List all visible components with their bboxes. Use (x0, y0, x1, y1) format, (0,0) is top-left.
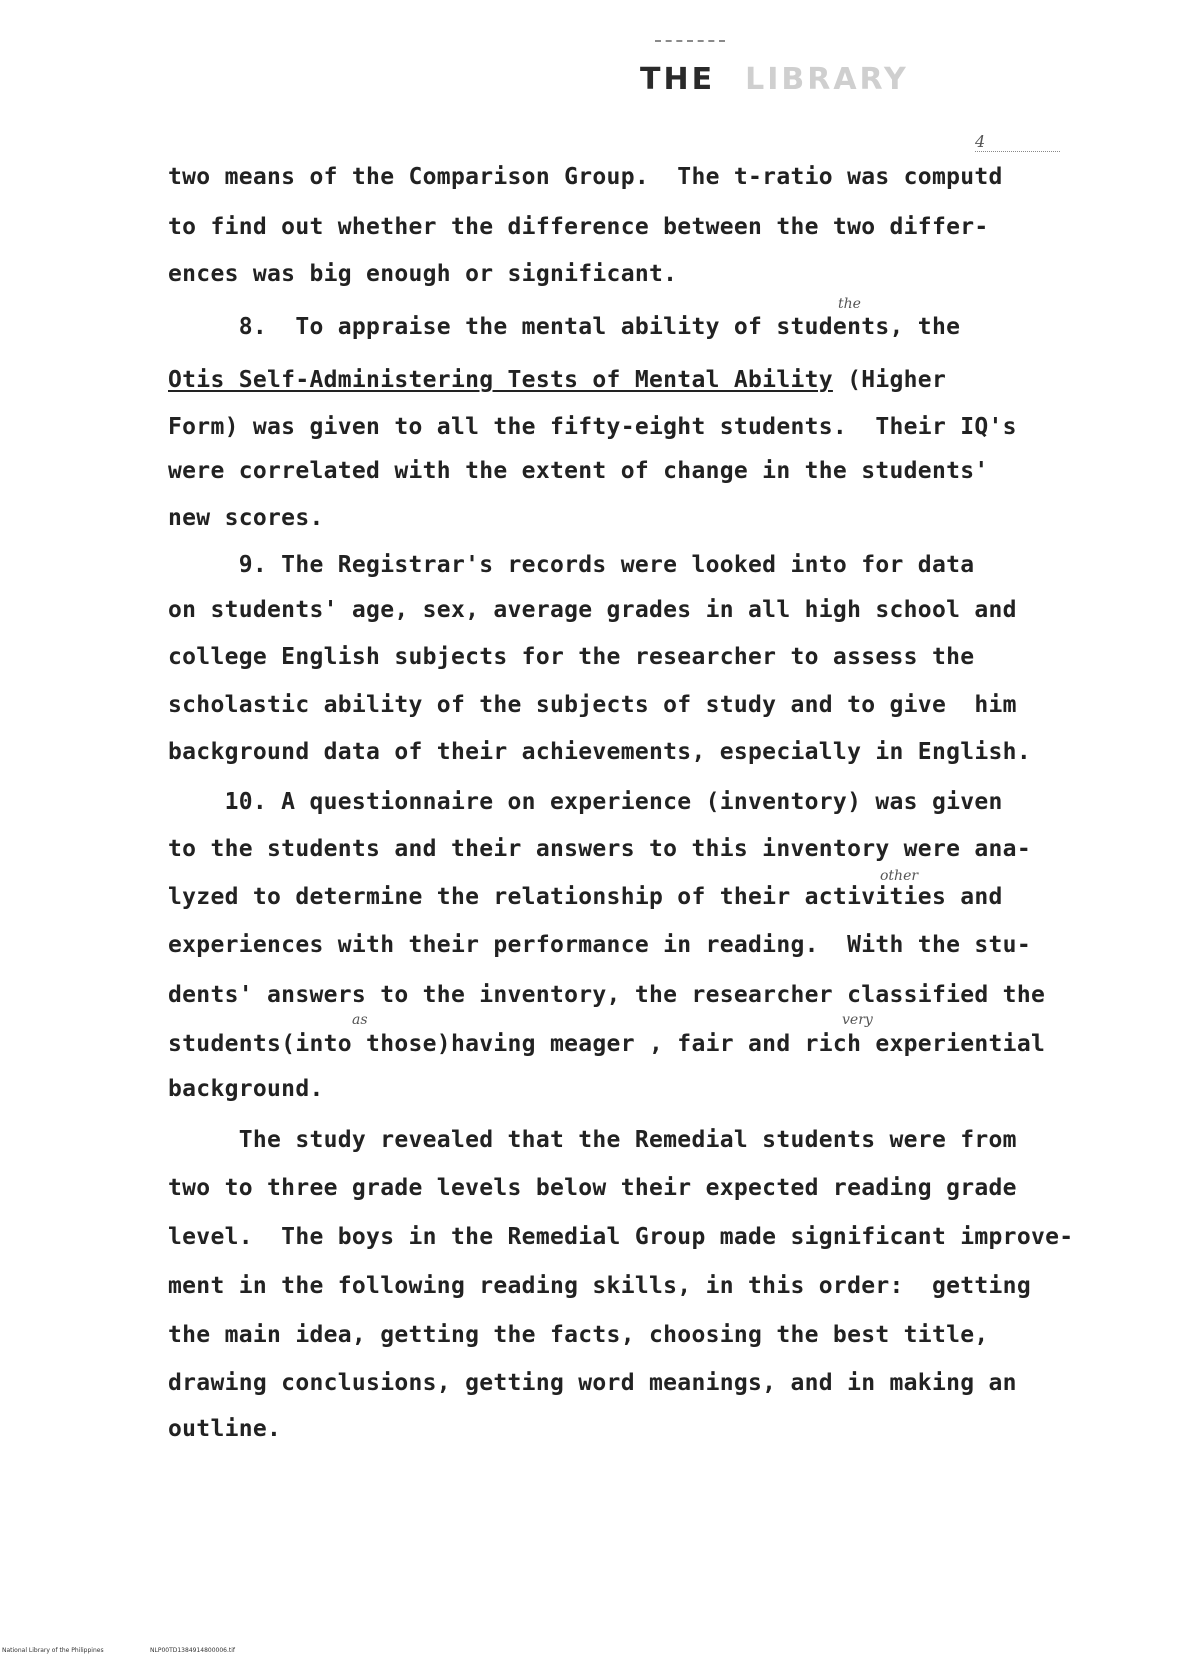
text-post: (Higher (832, 367, 947, 393)
text-line: two means of the Comparison Group. The t-ratio was computd (168, 164, 1003, 190)
stamp-right-text: LIBRARY (745, 62, 909, 97)
text-line: lyzed to determine the relationship of their activities and (168, 884, 1003, 910)
handwritten-insert-as: as (352, 1012, 368, 1028)
text-line: were correlated with the extent of change in the students' (168, 458, 989, 484)
text-line: to the students and their answers to this inventory were ana- (168, 836, 1031, 862)
text-line: experiences with their performance in reading. With the stu- (168, 932, 1031, 958)
text-line: ences was big enough or significant. (168, 261, 678, 287)
test-title-underlined: Otis Self-Administering Tests of Mental Ability (168, 367, 833, 393)
text-line: The study revealed that the Remedial students were from (168, 1127, 1017, 1153)
text-line: new scores. (168, 505, 324, 531)
stamp-left-text: THE (640, 62, 716, 97)
text-line-underlined-title (168, 365, 946, 395)
text-line: level. The boys in the Remedial Group made significant improve- (168, 1224, 1074, 1250)
handwritten-insert-very: very (842, 1012, 873, 1028)
text-line: ment in the following reading skills, in this order: getting (168, 1273, 1031, 1299)
text-line: the main idea, getting the facts, choosing the best title, (168, 1322, 989, 1348)
text-line: scholastic ability of the subjects of study and to give him (168, 692, 1017, 718)
text-line: two to three grade levels below their expected reading grade (168, 1175, 1017, 1201)
text-line: on students' age, sex, average grades in all high school and (168, 597, 1017, 623)
footer-source: National Library of the Philippines (2, 1647, 104, 1654)
handwritten-insert-the: the (838, 296, 861, 312)
text-line: dents' answers to the inventory, the researcher classified the (168, 982, 1046, 1008)
stamp-dash-mark (655, 40, 725, 42)
footer-file: NLP00TD1384914800006.tif (150, 1647, 236, 1654)
text-line: drawing conclusions, getting word meanings, and in making an (168, 1370, 1017, 1396)
library-stamp (640, 62, 909, 97)
text-line: 10. A questionnaire on experience (inventory) was given (168, 789, 1003, 815)
text-line: students(into those)having meager , fair and rich experiential (168, 1031, 1046, 1057)
text-line: to find out whether the difference between the two differ- (168, 214, 989, 240)
text-line: 9. The Registrar's records were looked into for data (168, 552, 975, 578)
text-line: 8. To appraise the mental ability of students, the (168, 314, 961, 340)
page-number: 4 (975, 132, 1060, 152)
text-line: Form) was given to all the fifty-eight students. Their IQ's (168, 414, 1017, 440)
text-line: background. (168, 1076, 324, 1102)
handwritten-insert-other: other (880, 868, 919, 884)
text-line: outline. (168, 1416, 282, 1442)
text-line: college English subjects for the researcher to assess the (168, 644, 975, 670)
text-line: background data of their achievements, especially in English. (168, 739, 1031, 765)
